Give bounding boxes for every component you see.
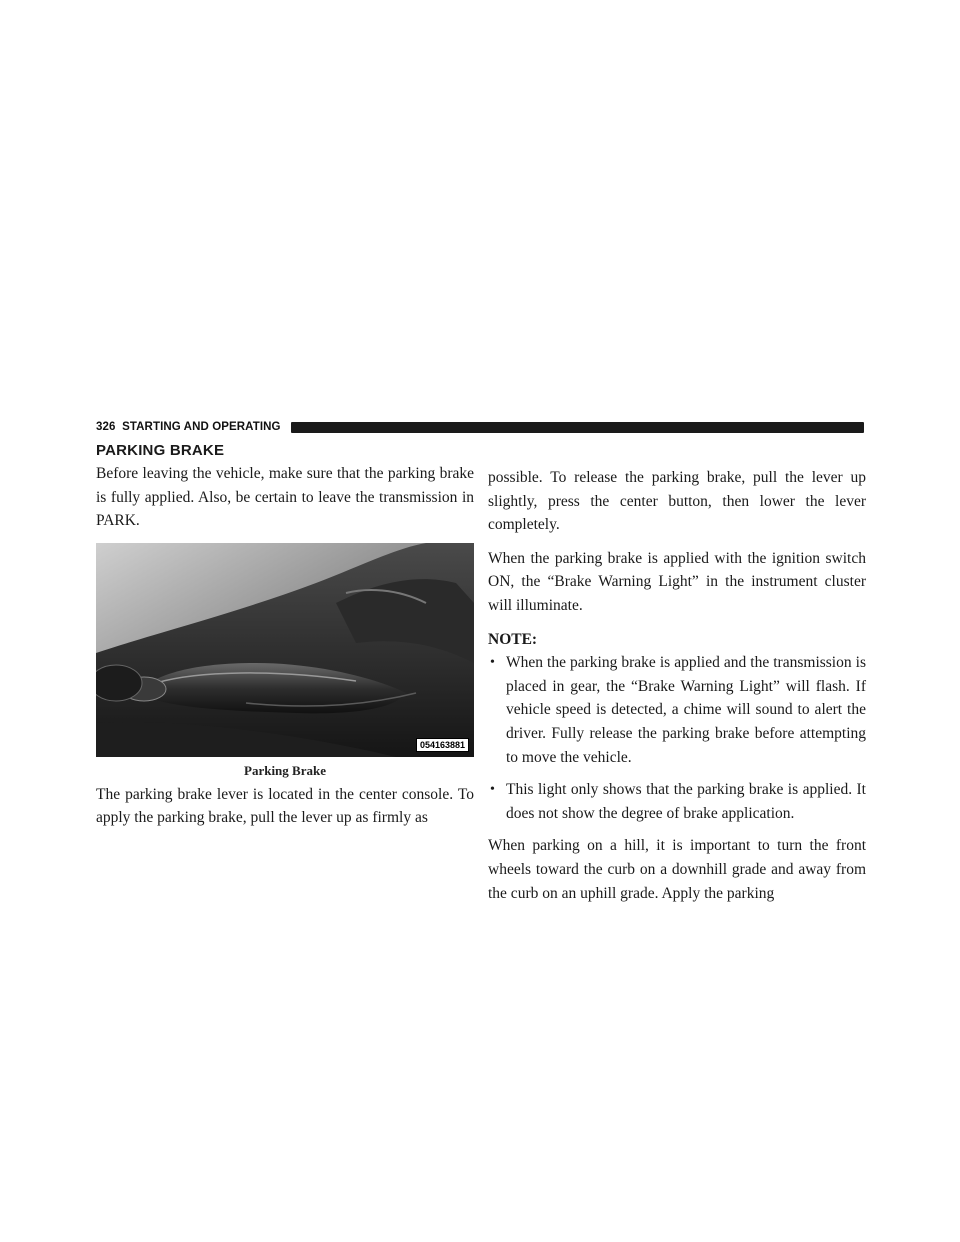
note-title: NOTE:	[488, 630, 538, 648]
figure-code: 054163881	[416, 738, 469, 752]
page-number: 326	[96, 421, 116, 433]
parking-brake-illustration	[96, 543, 474, 757]
release-paragraph: possible. To release the parking brake, pull the lever up slightly, press the center button, then lower the lever completely.	[488, 469, 866, 534]
header-rule	[291, 422, 864, 433]
section-name: STARTING AND OPERATING	[122, 421, 281, 433]
bullet: •	[490, 782, 495, 798]
left-column	[96, 442, 474, 830]
lever-location-paragraph: The parking brake lever is located in the center console. To apply the parking brake, pull the lever up as firmly as	[96, 785, 474, 827]
header-text	[96, 421, 281, 433]
list-item	[488, 778, 866, 825]
note-list	[488, 651, 866, 825]
section-title: PARKING BRAKE	[96, 442, 225, 459]
intro-paragraph: Before leaving the vehicle, make sure that the parking brake is fully applied. Also, be certain to leave the transmission in PARK.	[96, 465, 474, 530]
parking-brake-figure	[96, 543, 474, 757]
figure-caption: Parking Brake	[244, 762, 326, 778]
list-item-text: This light only shows that the parking brake is applied. It does not show the degree of brake application.	[506, 781, 866, 822]
bullet: •	[490, 655, 495, 671]
hill-parking-paragraph: When parking on a hill, it is important to turn the front wheels toward the curb on a downhill grade and away from the curb on an uphill grade. Apply the parking	[488, 837, 866, 902]
page-header	[96, 419, 864, 435]
warning-light-paragraph: When the parking brake is applied with the ignition switch ON, the “Brake Warning Light” in the instrument cluster will illuminate.	[488, 549, 866, 614]
right-column	[488, 466, 866, 905]
list-item	[488, 651, 866, 769]
list-item-text: When the parking brake is applied and the transmission is placed in gear, the “Brake Warning Light” will flash. If vehicle speed is detected, a chime will sound to alert the driver. Fully release the parking brake before attempting to move the vehicle.	[506, 654, 866, 766]
